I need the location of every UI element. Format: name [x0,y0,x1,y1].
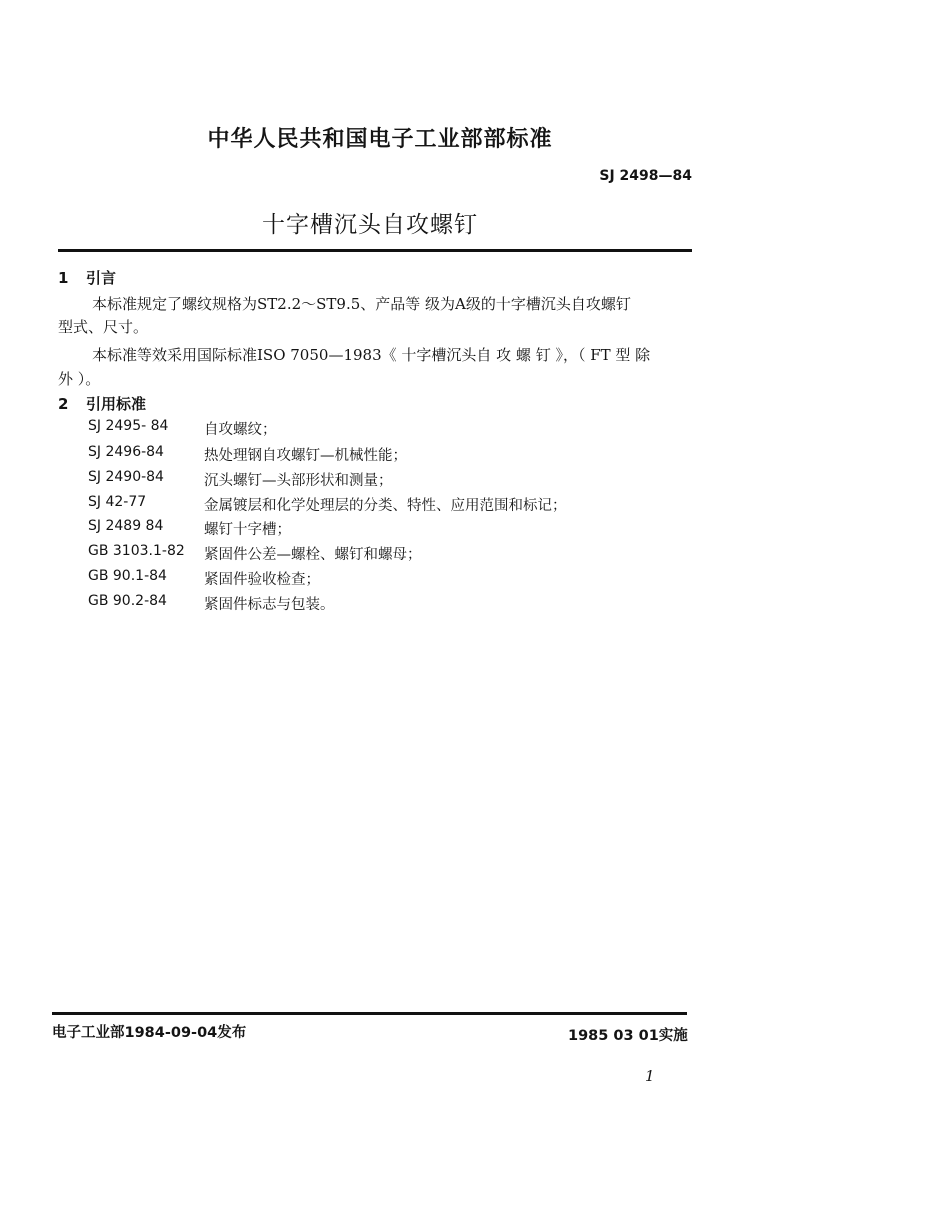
section-2-title: 引用标准 [86,395,147,413]
paragraph-1-line-2: 型式、尺寸。 [58,318,149,336]
reference-code: SJ 2489 84 [88,518,164,534]
reference-title: 金属镀层和化学处理层的分类、特性、应用范围和标记； [204,498,567,514]
reference-code: GB 90.2-84 [88,593,167,609]
section-2-heading [58,393,146,414]
section-2-number: 2 [58,395,69,413]
issuer-heading: 中华人民共和国电子工业部部标准 [207,127,553,152]
paragraph-2-line-1: 本标准等效采用国际标准ISO 7050—1983《 十字槽沉头自 攻 螺 钉 》，（ FT 型 除 [92,346,651,364]
standard-code: SJ 2498—84 [599,168,692,184]
reference-code: GB 90.1-84 [88,568,167,584]
reference-title: 热处理钢自攻螺钉—机械性能； [204,448,407,464]
paragraph-1-line-1: 本标准规定了螺纹规格为ST2.2～ST9.5、产品等 级为A级的十字槽沉头自攻螺钉 [92,295,631,313]
reference-title: 螺钉十字槽； [204,522,291,538]
issued-date: 电子工业部1984-09-04发布 [52,1025,247,1041]
effective-date: 1985 03 01实施 [568,1028,688,1044]
bottom-rule [52,1012,687,1015]
top-rule [58,249,692,252]
page-number: 1 [645,1067,655,1085]
reference-title: 紧固件验收检查； [204,572,320,588]
reference-title: 自攻螺纹； [204,422,277,438]
reference-code: SJ 2490-84 [88,469,164,485]
section-1-title: 引言 [86,269,117,287]
document-title: 十字槽沉头自攻螺钉 [262,212,478,238]
reference-title: 紧固件公差—螺栓、螺钉和螺母； [204,547,422,563]
reference-title: 沉头螺钉—头部形状和测量； [204,473,393,489]
reference-code: GB 3103.1-82 [88,543,185,559]
section-1-heading [58,267,116,288]
paragraph-2-line-2: 外 ）。 [58,370,101,388]
reference-code: SJ 2496-84 [88,444,164,460]
reference-code: SJ 2495- 84 [88,418,169,434]
section-1-number: 1 [58,269,69,287]
reference-title: 紧固件标志与包装。 [204,597,335,613]
reference-code: SJ 42-77 [88,494,147,510]
